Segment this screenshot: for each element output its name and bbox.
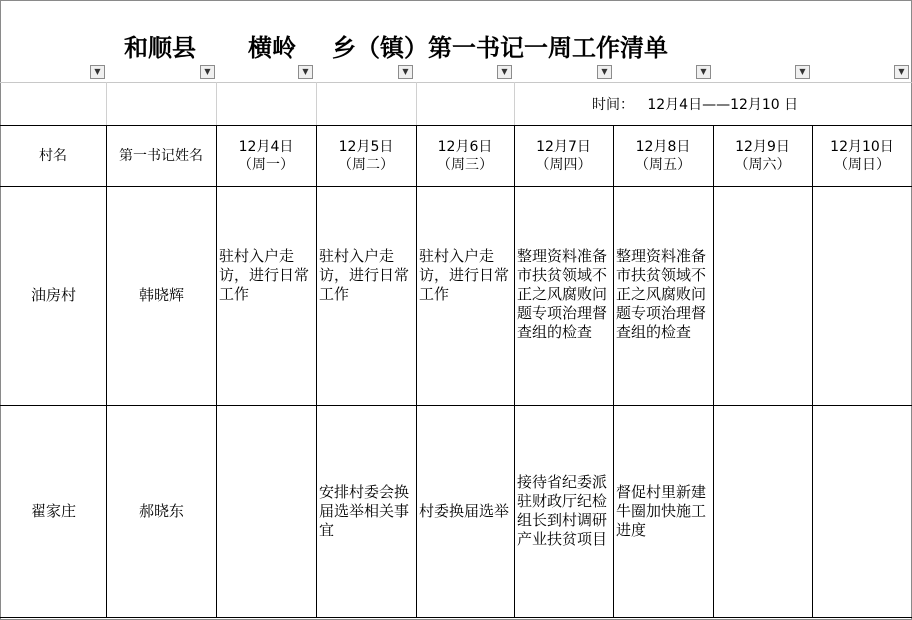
cell-task: [713, 186, 812, 405]
filter-dropdown-icon[interactable]: ▼: [597, 65, 612, 79]
header-day-weekday: （周一）: [238, 157, 294, 173]
header-day-date: 12月8日: [635, 139, 691, 155]
header-day: [216, 126, 316, 186]
header-day-weekday: （周日）: [834, 157, 890, 173]
header-day-weekday: （周六）: [734, 157, 791, 173]
header-secretary-label: 第一书记姓名: [119, 148, 203, 164]
cell-task: [812, 186, 912, 405]
filter-dropdown-icon[interactable]: ▼: [894, 65, 909, 79]
cell-task: 驻村入户走访，进行日常工作: [319, 247, 410, 303]
header-day-date: 12月7日: [536, 139, 591, 155]
header-day-weekday: （周四）: [535, 157, 592, 173]
cell-task: 村委换届选举: [419, 501, 510, 520]
header-day-weekday: （周三）: [437, 157, 493, 173]
filter-row: [0, 64, 912, 83]
filter-dropdown-icon[interactable]: ▼: [795, 65, 810, 79]
cell-task: 整理资料准备市扶贫领域不正之风腐败问题专项治理督查组的检查: [517, 247, 608, 341]
time-value: 12月4日——12月10 日: [647, 97, 799, 113]
cell-task: 接待省纪委派驻财政厅纪检组长到村调研产业扶贫项目: [517, 473, 608, 548]
time-label: 时间：: [592, 97, 634, 113]
header-day: [812, 126, 912, 186]
header-day-weekday: （周二）: [338, 157, 394, 173]
cell-secretary: 韩晓辉: [138, 286, 184, 304]
filter-dropdown-icon[interactable]: ▼: [200, 65, 215, 79]
header-village: [0, 126, 106, 186]
gridline: [416, 82, 417, 126]
header-day-date: 12月6日: [437, 139, 493, 155]
gridline: [316, 82, 317, 126]
header-village-label: 村名: [39, 148, 67, 164]
header-secretary: [106, 126, 216, 186]
title-county: 和顺县: [124, 34, 196, 62]
header-day: [416, 126, 514, 186]
header-day: [713, 126, 812, 186]
cell-secretary: 郝晓东: [138, 501, 184, 520]
cell-task: 驻村入户走访，进行日常工作: [419, 247, 510, 303]
header-day-date: 12月5日: [338, 139, 394, 155]
page-title: [0, 22, 912, 62]
cell-village: 油房村: [30, 286, 76, 304]
cell-task: 驻村入户走访，进行日常工作: [219, 247, 310, 303]
table-border: [0, 617, 912, 618]
header-day-date: 12月10日: [830, 139, 894, 155]
gridline: [106, 82, 107, 126]
header-day-date: 12月9日: [735, 139, 790, 155]
cell-village: 翟家庄: [30, 501, 76, 520]
time-range: [592, 94, 798, 114]
gridline: [514, 82, 515, 126]
header-day-date: 12月4日: [238, 139, 294, 155]
cell-task: [216, 405, 316, 617]
header-day-weekday: （周五）: [635, 157, 691, 173]
filter-dropdown-icon[interactable]: ▼: [90, 65, 105, 79]
cell-task: 督促村里新建牛圈加快施工进度: [616, 482, 707, 539]
filter-dropdown-icon[interactable]: ▼: [696, 65, 711, 79]
title-township: 横岭: [248, 34, 296, 62]
filter-dropdown-icon[interactable]: ▼: [298, 65, 313, 79]
title-rest: 乡（镇）第一书记一周工作清单: [332, 34, 668, 62]
filter-dropdown-icon[interactable]: ▼: [398, 65, 413, 79]
cell-task: [812, 405, 912, 617]
gridline: [216, 82, 217, 126]
header-day: [316, 126, 416, 186]
cell-task: [713, 405, 812, 617]
header-day: [613, 126, 713, 186]
header-day: [514, 126, 613, 186]
cell-task: 安排村委会换届选举相关事宜: [319, 482, 410, 539]
cell-task: 整理资料准备市扶贫领域不正之风腐败问题专项治理督查组的检查: [616, 247, 707, 341]
filter-dropdown-icon[interactable]: ▼: [497, 65, 512, 79]
